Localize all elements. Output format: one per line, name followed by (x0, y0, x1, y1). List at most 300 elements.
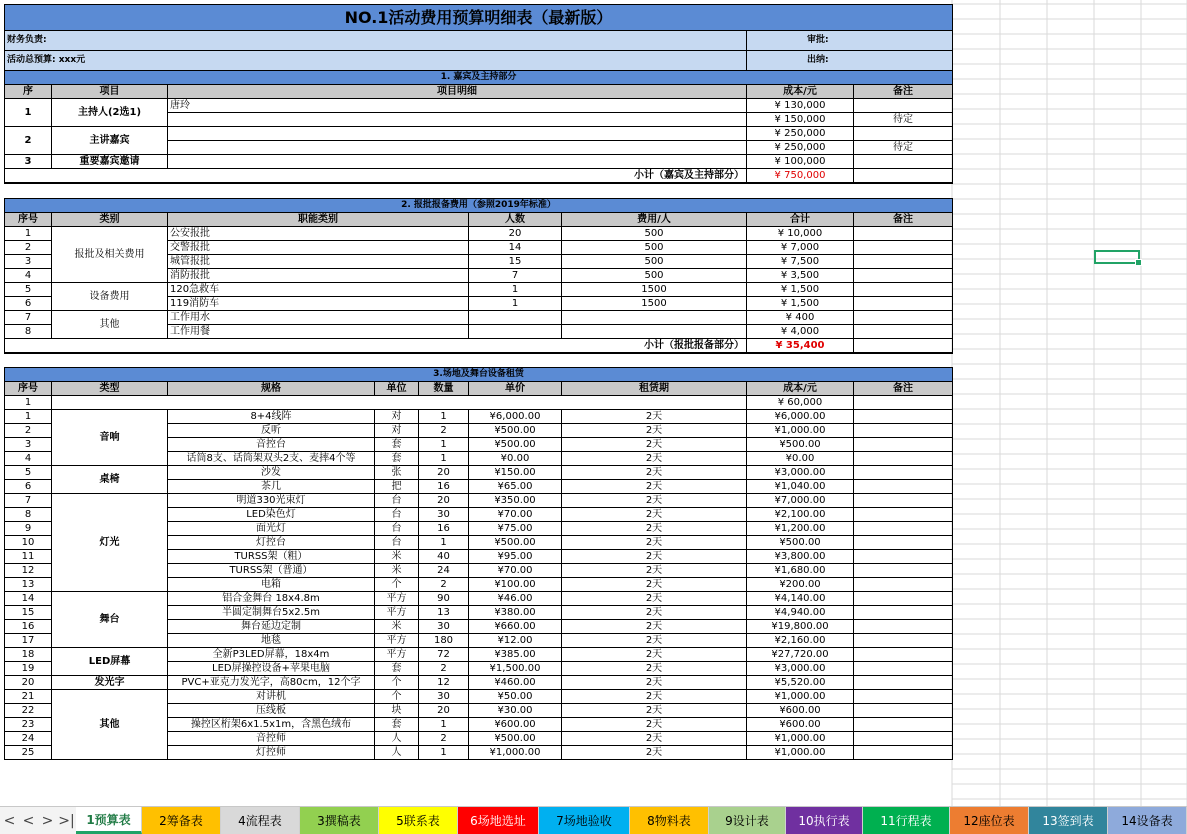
equipment-spec[interactable]: 茶几 (168, 480, 375, 494)
note[interactable] (854, 480, 953, 494)
headcount[interactable]: 15 (469, 254, 562, 268)
total-value[interactable]: ¥ 7,000 (747, 240, 854, 254)
quantity[interactable]: 16 (419, 522, 469, 536)
quantity[interactable]: 1 (419, 438, 469, 452)
equipment-spec[interactable]: 舞台延边定制 (168, 620, 375, 634)
equipment-spec[interactable]: 面光灯 (168, 522, 375, 536)
headcount[interactable]: 14 (469, 240, 562, 254)
unit-price[interactable]: ¥380.00 (469, 606, 562, 620)
row-number[interactable]: 18 (5, 648, 52, 662)
note[interactable] (854, 578, 953, 592)
note[interactable] (854, 690, 953, 704)
equipment-spec[interactable]: 灯控台 (168, 536, 375, 550)
note[interactable] (854, 648, 953, 662)
quantity[interactable]: 30 (419, 508, 469, 522)
total-value[interactable]: ¥ 4,000 (747, 324, 854, 338)
headcount[interactable] (469, 310, 562, 324)
note[interactable] (854, 452, 953, 466)
fee-per-person[interactable] (562, 324, 747, 338)
unit-price[interactable]: ¥65.00 (469, 480, 562, 494)
unit[interactable]: 块 (375, 704, 419, 718)
rental-period[interactable]: 2天 (562, 620, 747, 634)
equipment-spec[interactable]: 明道330光束灯 (168, 494, 375, 508)
rental-period[interactable]: 2天 (562, 634, 747, 648)
rental-period[interactable]: 2天 (562, 522, 747, 536)
rental-period[interactable]: 2天 (562, 648, 747, 662)
note[interactable] (854, 592, 953, 606)
row-number[interactable]: 17 (5, 634, 52, 648)
quantity[interactable]: 30 (419, 620, 469, 634)
col-header[interactable]: 备注 (854, 85, 953, 99)
cost-value[interactable]: ¥1,000.00 (747, 690, 854, 704)
unit[interactable]: 对 (375, 424, 419, 438)
last-sheet-button[interactable]: >| (58, 812, 75, 829)
row-number[interactable]: 2 (5, 127, 52, 155)
row-number[interactable]: 9 (5, 522, 52, 536)
sheet-tab[interactable]: 6场地选址 (458, 807, 539, 834)
unit-price[interactable]: ¥500.00 (469, 732, 562, 746)
unit[interactable]: 米 (375, 564, 419, 578)
total-value[interactable]: ¥ 1,500 (747, 282, 854, 296)
unit[interactable]: 套 (375, 452, 419, 466)
total-value[interactable]: ¥ 400 (747, 310, 854, 324)
col-header[interactable]: 职能类别 (168, 212, 469, 226)
total-value[interactable]: ¥ 3,500 (747, 268, 854, 282)
sheet-tab[interactable]: 5联系表 (379, 807, 458, 834)
function-type[interactable]: 119消防车 (168, 296, 469, 310)
col-header[interactable]: 序号 (5, 212, 52, 226)
note[interactable] (854, 396, 953, 410)
cost-value[interactable]: ¥3,800.00 (747, 550, 854, 564)
equipment-spec[interactable]: 铝合金舞台 18x4.8m (168, 592, 375, 606)
category[interactable]: 报批及相关费用 (52, 226, 168, 282)
unit[interactable]: 平方 (375, 606, 419, 620)
row-number[interactable]: 12 (5, 564, 52, 578)
equipment-spec[interactable]: TURSS架（粗） (168, 550, 375, 564)
unit[interactable]: 米 (375, 550, 419, 564)
note[interactable] (854, 338, 953, 353)
row-number[interactable]: 14 (5, 592, 52, 606)
col-header[interactable]: 备注 (854, 212, 953, 226)
section3-title[interactable]: 3.场地及舞台设备租赁 (5, 368, 953, 382)
headcount[interactable]: 7 (469, 268, 562, 282)
item-name[interactable]: 主讲嘉宾 (52, 127, 168, 155)
unit[interactable]: 个 (375, 578, 419, 592)
note[interactable] (854, 466, 953, 480)
total-budget-label[interactable]: 活动总预算: xxx元 (5, 51, 747, 71)
function-type[interactable]: 城管报批 (168, 254, 469, 268)
unit[interactable]: 台 (375, 522, 419, 536)
total-value[interactable]: ¥ 7,500 (747, 254, 854, 268)
quantity[interactable]: 72 (419, 648, 469, 662)
subtotal-value[interactable]: ¥ 35,400 (747, 338, 854, 353)
quantity[interactable]: 12 (419, 676, 469, 690)
unit-price[interactable]: ¥100.00 (469, 578, 562, 592)
cost-value[interactable]: ¥600.00 (747, 704, 854, 718)
sheet-tab[interactable]: 2筹备表 (142, 807, 221, 834)
cost-value[interactable]: ¥500.00 (747, 536, 854, 550)
quantity[interactable]: 2 (419, 662, 469, 676)
cost-value[interactable]: ¥1,000.00 (747, 732, 854, 746)
unit[interactable]: 对 (375, 410, 419, 424)
row-number[interactable]: 24 (5, 732, 52, 746)
row-number[interactable]: 5 (5, 282, 52, 296)
cost-value[interactable]: ¥4,140.00 (747, 592, 854, 606)
equipment-spec[interactable]: 操控区桁架6x1.5x1m，含黑色绒布 (168, 718, 375, 732)
function-type[interactable]: 消防报批 (168, 268, 469, 282)
rental-period[interactable]: 2天 (562, 732, 747, 746)
selected-cell[interactable] (1094, 250, 1140, 264)
unit-price[interactable]: ¥0.00 (469, 452, 562, 466)
unit[interactable]: 把 (375, 480, 419, 494)
row-number[interactable]: 4 (5, 452, 52, 466)
quantity[interactable]: 20 (419, 494, 469, 508)
headcount[interactable]: 1 (469, 282, 562, 296)
spacer-row[interactable] (5, 353, 953, 368)
cost-value[interactable]: ¥ 130,000 (747, 99, 854, 113)
rental-period[interactable]: 2天 (562, 704, 747, 718)
row-number[interactable]: 8 (5, 508, 52, 522)
unit-price[interactable]: ¥460.00 (469, 676, 562, 690)
note[interactable] (854, 254, 953, 268)
row-number[interactable]: 6 (5, 296, 52, 310)
equipment-spec[interactable]: 对讲机 (168, 690, 375, 704)
note[interactable] (854, 606, 953, 620)
cost-value[interactable]: ¥1,000.00 (747, 746, 854, 760)
note[interactable] (854, 424, 953, 438)
note[interactable] (854, 169, 953, 184)
row-number[interactable]: 5 (5, 466, 52, 480)
total-value[interactable]: ¥ 1,500 (747, 296, 854, 310)
fee-per-person[interactable]: 500 (562, 268, 747, 282)
finance-manager-label[interactable]: 财务负责: (5, 31, 747, 51)
note[interactable] (854, 704, 953, 718)
unit[interactable]: 台 (375, 536, 419, 550)
cost-value[interactable]: ¥600.00 (747, 718, 854, 732)
rental-period[interactable]: 2天 (562, 424, 747, 438)
function-type[interactable]: 交警报批 (168, 240, 469, 254)
col-header[interactable]: 合计 (747, 212, 854, 226)
quantity[interactable]: 1 (419, 410, 469, 424)
note[interactable] (854, 522, 953, 536)
function-type[interactable]: 工作用餐 (168, 324, 469, 338)
sheet-tab[interactable]: 1预算表 (76, 807, 142, 834)
equipment-spec[interactable]: 音控师 (168, 732, 375, 746)
quantity[interactable]: 20 (419, 704, 469, 718)
equipment-spec[interactable]: 音控台 (168, 438, 375, 452)
note[interactable] (854, 536, 953, 550)
row-number[interactable]: 1 (5, 396, 52, 410)
cost-value[interactable]: ¥1,000.00 (747, 424, 854, 438)
quantity[interactable]: 2 (419, 732, 469, 746)
col-header[interactable]: 项目明细 (168, 85, 747, 99)
unit-price[interactable]: ¥385.00 (469, 648, 562, 662)
equipment-spec[interactable] (52, 396, 747, 410)
cost-value[interactable]: ¥ 150,000 (747, 113, 854, 127)
equipment-type[interactable]: 桌椅 (52, 466, 168, 494)
note[interactable] (854, 662, 953, 676)
note[interactable]: 待定 (854, 113, 953, 127)
row-number[interactable]: 11 (5, 550, 52, 564)
note[interactable] (854, 718, 953, 732)
quantity[interactable]: 13 (419, 606, 469, 620)
sheet-tab[interactable]: 9设计表 (709, 807, 786, 834)
row-number[interactable]: 1 (5, 99, 52, 127)
cost-value[interactable]: ¥3,000.00 (747, 662, 854, 676)
unit[interactable]: 张 (375, 466, 419, 480)
quantity[interactable]: 40 (419, 550, 469, 564)
headcount[interactable]: 20 (469, 226, 562, 240)
unit-price[interactable]: ¥500.00 (469, 536, 562, 550)
row-number[interactable]: 8 (5, 324, 52, 338)
cost-value[interactable]: ¥200.00 (747, 578, 854, 592)
unit-price[interactable]: ¥600.00 (469, 718, 562, 732)
equipment-spec[interactable]: 灯控师 (168, 746, 375, 760)
sheet-tab[interactable]: 14设备表 (1108, 807, 1187, 834)
first-sheet-button[interactable]: < (3, 812, 16, 829)
row-number[interactable]: 21 (5, 690, 52, 704)
rental-period[interactable]: 2天 (562, 564, 747, 578)
headcount[interactable]: 1 (469, 296, 562, 310)
equipment-spec[interactable]: TURSS架（普通） (168, 564, 375, 578)
subtotal-label[interactable]: 小计（嘉宾及主持部分） (5, 169, 747, 184)
note[interactable] (854, 226, 953, 240)
row-number[interactable]: 13 (5, 578, 52, 592)
equipment-spec[interactable]: 电箱 (168, 578, 375, 592)
quantity[interactable]: 2 (419, 578, 469, 592)
unit-price[interactable]: ¥70.00 (469, 564, 562, 578)
row-number[interactable]: 25 (5, 746, 52, 760)
col-header[interactable]: 备注 (854, 382, 953, 396)
col-header[interactable]: 人数 (469, 212, 562, 226)
fee-per-person[interactable]: 1500 (562, 282, 747, 296)
row-number[interactable]: 20 (5, 676, 52, 690)
equipment-type[interactable]: 发光字 (52, 676, 168, 690)
unit-price[interactable]: ¥95.00 (469, 550, 562, 564)
note[interactable] (854, 550, 953, 564)
item-name[interactable]: 重要嘉宾邀请 (52, 155, 168, 169)
col-header[interactable]: 租赁期 (562, 382, 747, 396)
unit-price[interactable]: ¥30.00 (469, 704, 562, 718)
item-detail[interactable]: 唐玲 (168, 99, 747, 113)
note[interactable] (854, 268, 953, 282)
rental-period[interactable]: 2天 (562, 452, 747, 466)
equipment-spec[interactable]: 沙发 (168, 466, 375, 480)
row-number[interactable]: 15 (5, 606, 52, 620)
equipment-spec[interactable]: 全新P3LED屏幕，18x4m (168, 648, 375, 662)
quantity[interactable]: 24 (419, 564, 469, 578)
col-header[interactable]: 费用/人 (562, 212, 747, 226)
note[interactable] (854, 127, 953, 141)
note[interactable] (854, 410, 953, 424)
note[interactable] (854, 296, 953, 310)
cost-value[interactable]: ¥ 60,000 (747, 396, 854, 410)
subtotal-value[interactable]: ¥ 750,000 (747, 169, 854, 184)
sheet-tab[interactable]: 7场地验收 (539, 807, 630, 834)
subtotal-label[interactable]: 小计（报批报备部分） (5, 338, 747, 353)
unit[interactable]: 套 (375, 718, 419, 732)
equipment-spec[interactable]: 反听 (168, 424, 375, 438)
rental-period[interactable]: 2天 (562, 550, 747, 564)
headcount[interactable] (469, 324, 562, 338)
unit[interactable]: 套 (375, 438, 419, 452)
cost-value[interactable]: ¥500.00 (747, 438, 854, 452)
rental-period[interactable]: 2天 (562, 718, 747, 732)
note[interactable] (854, 310, 953, 324)
unit[interactable]: 台 (375, 494, 419, 508)
cost-value[interactable]: ¥4,940.00 (747, 606, 854, 620)
rental-period[interactable]: 2天 (562, 410, 747, 424)
fee-per-person[interactable] (562, 310, 747, 324)
section2-title[interactable]: 2. 报批报备费用（参照2019年标准） (5, 198, 953, 212)
equipment-spec[interactable]: 半圆定制舞台5x2.5m (168, 606, 375, 620)
cashier-label[interactable]: 出纳: (747, 51, 953, 71)
equipment-spec[interactable]: 地毯 (168, 634, 375, 648)
cost-value[interactable]: ¥1,200.00 (747, 522, 854, 536)
note[interactable] (854, 676, 953, 690)
col-header[interactable]: 数量 (419, 382, 469, 396)
item-detail[interactable] (168, 113, 747, 127)
spacer-row[interactable] (5, 183, 953, 198)
fee-per-person[interactable]: 500 (562, 240, 747, 254)
function-type[interactable]: 工作用水 (168, 310, 469, 324)
quantity[interactable]: 2 (419, 424, 469, 438)
note[interactable] (854, 99, 953, 113)
unit[interactable]: 个 (375, 676, 419, 690)
row-number[interactable]: 16 (5, 620, 52, 634)
cost-value[interactable]: ¥1,040.00 (747, 480, 854, 494)
prev-sheet-button[interactable]: < (22, 812, 35, 829)
item-detail[interactable] (168, 141, 747, 155)
unit-price[interactable]: ¥46.00 (469, 592, 562, 606)
rental-period[interactable]: 2天 (562, 438, 747, 452)
rental-period[interactable]: 2天 (562, 676, 747, 690)
cost-value[interactable]: ¥1,680.00 (747, 564, 854, 578)
row-number[interactable]: 2 (5, 240, 52, 254)
row-number[interactable]: 1 (5, 226, 52, 240)
sheet-tab[interactable]: 3撰稿表 (300, 807, 379, 834)
cost-value[interactable]: ¥ 250,000 (747, 127, 854, 141)
quantity[interactable]: 180 (419, 634, 469, 648)
sheet-tab[interactable]: 4流程表 (221, 807, 300, 834)
rental-period[interactable]: 2天 (562, 466, 747, 480)
unit[interactable]: 个 (375, 690, 419, 704)
quantity[interactable]: 30 (419, 690, 469, 704)
note[interactable] (854, 282, 953, 296)
col-header[interactable]: 成本/元 (747, 85, 854, 99)
unit[interactable]: 平方 (375, 592, 419, 606)
cost-value[interactable]: ¥7,000.00 (747, 494, 854, 508)
cost-value[interactable]: ¥2,100.00 (747, 508, 854, 522)
note[interactable] (854, 155, 953, 169)
row-number[interactable]: 23 (5, 718, 52, 732)
sheet-tab[interactable]: 12座位表 (950, 807, 1029, 834)
row-number[interactable]: 6 (5, 480, 52, 494)
note[interactable] (854, 494, 953, 508)
cost-value[interactable]: ¥ 100,000 (747, 155, 854, 169)
note[interactable] (854, 620, 953, 634)
row-number[interactable]: 7 (5, 494, 52, 508)
unit-price[interactable]: ¥75.00 (469, 522, 562, 536)
unit-price[interactable]: ¥1,000.00 (469, 746, 562, 760)
col-header[interactable]: 序 (5, 85, 52, 99)
cost-value[interactable]: ¥2,160.00 (747, 634, 854, 648)
row-number[interactable]: 3 (5, 254, 52, 268)
rental-period[interactable]: 2天 (562, 578, 747, 592)
rental-period[interactable]: 2天 (562, 746, 747, 760)
unit-price[interactable]: ¥70.00 (469, 508, 562, 522)
unit-price[interactable]: ¥50.00 (469, 690, 562, 704)
rental-period[interactable]: 2天 (562, 536, 747, 550)
row-number[interactable]: 10 (5, 536, 52, 550)
cost-value[interactable]: ¥6,000.00 (747, 410, 854, 424)
cost-value[interactable]: ¥0.00 (747, 452, 854, 466)
quantity[interactable]: 20 (419, 466, 469, 480)
note[interactable] (854, 508, 953, 522)
col-header[interactable]: 成本/元 (747, 382, 854, 396)
rental-period[interactable]: 2天 (562, 662, 747, 676)
quantity[interactable]: 16 (419, 480, 469, 494)
rental-period[interactable]: 2天 (562, 592, 747, 606)
sheet-tab[interactable]: 13签到表 (1029, 807, 1108, 834)
item-detail[interactable] (168, 127, 747, 141)
row-number[interactable]: 7 (5, 310, 52, 324)
rental-period[interactable]: 2天 (562, 690, 747, 704)
quantity[interactable]: 1 (419, 746, 469, 760)
col-header[interactable]: 单价 (469, 382, 562, 396)
unit-price[interactable]: ¥12.00 (469, 634, 562, 648)
note[interactable] (854, 240, 953, 254)
note[interactable] (854, 324, 953, 338)
sheet-tab[interactable]: 8物料表 (630, 807, 709, 834)
unit[interactable]: 人 (375, 732, 419, 746)
equipment-spec[interactable]: LED染色灯 (168, 508, 375, 522)
unit-price[interactable]: ¥350.00 (469, 494, 562, 508)
equipment-spec[interactable]: PVC+亚克力发光字，高80cm，12个字 (168, 676, 375, 690)
col-header[interactable]: 项目 (52, 85, 168, 99)
col-header[interactable]: 类别 (52, 212, 168, 226)
unit-price[interactable]: ¥500.00 (469, 438, 562, 452)
rental-period[interactable]: 2天 (562, 508, 747, 522)
note[interactable] (854, 746, 953, 760)
equipment-type[interactable]: LED屏幕 (52, 648, 168, 676)
rental-period[interactable]: 2天 (562, 494, 747, 508)
unit-price[interactable]: ¥150.00 (469, 466, 562, 480)
quantity[interactable]: 1 (419, 536, 469, 550)
note[interactable] (854, 564, 953, 578)
unit-price[interactable]: ¥660.00 (469, 620, 562, 634)
unit-price[interactable]: ¥6,000.00 (469, 410, 562, 424)
total-value[interactable]: ¥ 10,000 (747, 226, 854, 240)
equipment-spec[interactable]: 8+4线阵 (168, 410, 375, 424)
fee-per-person[interactable]: 500 (562, 254, 747, 268)
item-name[interactable]: 主持人(2选1) (52, 99, 168, 127)
quantity[interactable]: 90 (419, 592, 469, 606)
row-number[interactable]: 3 (5, 155, 52, 169)
rental-period[interactable]: 2天 (562, 606, 747, 620)
section1-title[interactable]: 1. 嘉宾及主持部分 (5, 71, 953, 85)
cost-value[interactable]: ¥5,520.00 (747, 676, 854, 690)
row-number[interactable]: 3 (5, 438, 52, 452)
sheet-title[interactable]: NO.1活动费用预算明细表（最新版） (5, 5, 953, 31)
audit-label[interactable]: 审批: (747, 31, 953, 51)
category[interactable]: 设备费用 (52, 282, 168, 310)
next-sheet-button[interactable]: > (41, 812, 54, 829)
unit-price[interactable]: ¥1,500.00 (469, 662, 562, 676)
equipment-spec[interactable]: 话筒8支、话筒架双头2支、麦摔4个等 (168, 452, 375, 466)
cost-value[interactable]: ¥19,800.00 (747, 620, 854, 634)
note[interactable]: 待定 (854, 141, 953, 155)
